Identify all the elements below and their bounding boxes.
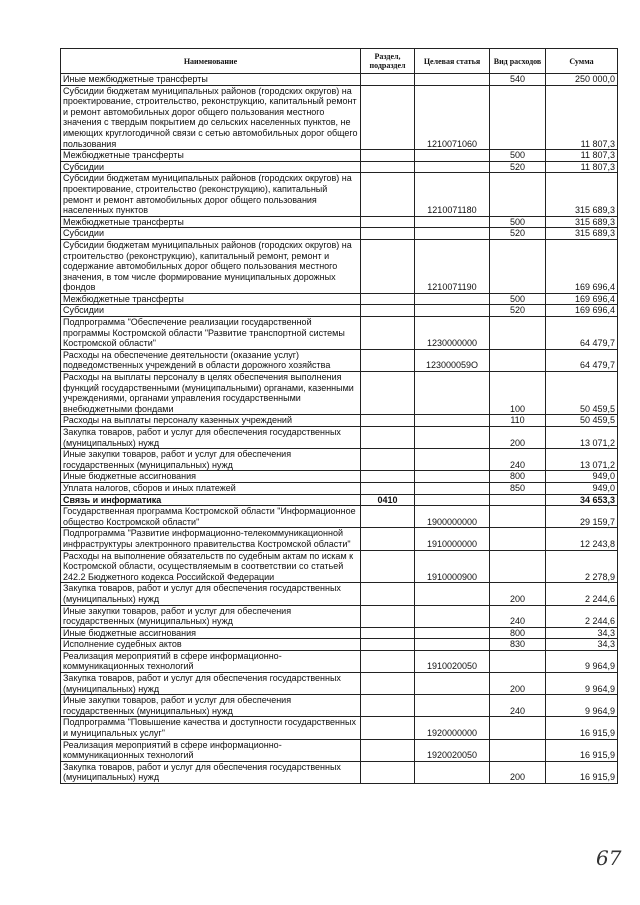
cell-section	[361, 349, 415, 371]
cell-expense-type	[490, 650, 546, 672]
cell-expense-type: 830	[490, 639, 546, 651]
table-row	[61, 317, 618, 350]
cell-section	[361, 449, 415, 471]
table-row	[61, 449, 618, 471]
cell-name: Расходы на выплаты персоналу в целях обеспечения выполнения функций государственными (муниципальными) органами, казенными учреждениями, органами управления государственными внебюджетными фондами	[61, 372, 361, 415]
cell-expense-type	[490, 317, 546, 350]
cell-sum: 34,3	[546, 627, 618, 639]
table-row	[61, 528, 618, 550]
cell-expense-type: 110	[490, 415, 546, 427]
cell-sum: 12 243,8	[546, 528, 618, 550]
cell-expense-type: 200	[490, 761, 546, 783]
cell-expense-type	[490, 85, 546, 150]
header-target: Целевая статья	[415, 49, 490, 74]
cell-name: Реализация мероприятий в сфере информационно-коммуникационных технологий	[61, 650, 361, 672]
cell-target: 1230000000	[415, 317, 490, 350]
cell-sum: 16 915,9	[546, 761, 618, 783]
cell-name: Межбюджетные трансферты	[61, 150, 361, 162]
cell-expense-type: 500	[490, 150, 546, 162]
cell-expense-type: 520	[490, 161, 546, 173]
table-row	[61, 506, 618, 528]
cell-expense-type: 100	[490, 372, 546, 415]
cell-name: Субсидии	[61, 161, 361, 173]
cell-name: Межбюджетные трансферты	[61, 216, 361, 228]
cell-sum: 64 479,7	[546, 349, 618, 371]
cell-name: Закупка товаров, работ и услуг для обеспечения государственных (муниципальных) нужд	[61, 673, 361, 695]
cell-expense-type	[490, 173, 546, 216]
cell-section	[361, 506, 415, 528]
cell-expense-type: 520	[490, 228, 546, 240]
cell-expense-type	[490, 494, 546, 506]
cell-target: 1920000000	[415, 717, 490, 739]
table-row	[61, 650, 618, 672]
cell-sum: 11 807,3	[546, 150, 618, 162]
cell-target	[415, 449, 490, 471]
cell-target: 1910000000	[415, 528, 490, 550]
cell-target	[415, 583, 490, 605]
header-name: Наименование	[61, 49, 361, 74]
cell-name: Расходы на обеспечение деятельности (оказание услуг) подведомственных учреждений в области дорожного хозяйства	[61, 349, 361, 371]
table-row	[61, 482, 618, 494]
header-section: Раздел, подраздел	[361, 49, 415, 74]
table-row	[61, 228, 618, 240]
cell-section	[361, 717, 415, 739]
table-header-row	[61, 49, 618, 74]
cell-section	[361, 305, 415, 317]
cell-name: Иные закупки товаров, работ и услуг для обеспечения государственных (муниципальных) нужд	[61, 695, 361, 717]
table-row	[61, 239, 618, 293]
cell-name: Иные бюджетные ассигнования	[61, 471, 361, 483]
cell-sum: 250 000,0	[546, 74, 618, 86]
table-row	[61, 639, 618, 651]
cell-expense-type: 200	[490, 583, 546, 605]
cell-sum: 2 244,6	[546, 583, 618, 605]
cell-name: Расходы на выплаты персоналу казенных учреждений	[61, 415, 361, 427]
table-row	[61, 550, 618, 583]
cell-name: Иные межбюджетные трансферты	[61, 74, 361, 86]
cell-sum: 13 071,2	[546, 427, 618, 449]
cell-target	[415, 150, 490, 162]
cell-name: Подпрограмма "Развитие информационно-телекоммуникационной инфраструктуры электронного правительства Костромской области"	[61, 528, 361, 550]
cell-target	[415, 639, 490, 651]
cell-section	[361, 415, 415, 427]
cell-name: Подпрограмма "Повышение качества и доступности государственных и муниципальных услуг"	[61, 717, 361, 739]
table-row	[61, 150, 618, 162]
cell-name: Иные закупки товаров, работ и услуг для обеспечения государственных (муниципальных) нужд	[61, 449, 361, 471]
cell-sum: 29 159,7	[546, 506, 618, 528]
cell-name: Субсидии	[61, 305, 361, 317]
cell-expense-type: 850	[490, 482, 546, 494]
cell-target	[415, 415, 490, 427]
cell-target: 1210071180	[415, 173, 490, 216]
cell-name: Субсидии бюджетам муниципальных районов (городских округов) на проектирование, строительство, реконструкцию, капитальный ремонт и ремонт автомобильных дорог общего пользования местного значения с твердым покрытием до сельских населенных пунктов, не имеющих круглогодичной связи с сетью автомобильных дорог общего пользования	[61, 85, 361, 150]
cell-section	[361, 695, 415, 717]
cell-name: Закупка товаров, работ и услуг для обеспечения государственных (муниципальных) нужд	[61, 427, 361, 449]
cell-target	[415, 471, 490, 483]
cell-target	[415, 216, 490, 228]
cell-target: 1210071190	[415, 239, 490, 293]
cell-target: 123000059О	[415, 349, 490, 371]
table-row	[61, 372, 618, 415]
budget-table	[60, 48, 618, 784]
cell-target	[415, 627, 490, 639]
cell-sum: 11 807,3	[546, 85, 618, 150]
cell-expense-type: 240	[490, 449, 546, 471]
cell-target	[415, 482, 490, 494]
cell-name: Реализация мероприятий в сфере информационно-коммуникационных технологий	[61, 739, 361, 761]
cell-expense-type: 240	[490, 695, 546, 717]
cell-name: Субсидии бюджетам муниципальных районов (городских округов) на проектирование, строительство (реконструкцию), капитальный ремонт и ремонт автомобильных дорог общего пользования населенных пунктов	[61, 173, 361, 216]
cell-sum: 9 964,9	[546, 695, 618, 717]
cell-section	[361, 761, 415, 783]
cell-section	[361, 482, 415, 494]
cell-expense-type: 500	[490, 216, 546, 228]
cell-name: Закупка товаров, работ и услуг для обеспечения государственных (муниципальных) нужд	[61, 583, 361, 605]
cell-section	[361, 85, 415, 150]
cell-expense-type: 800	[490, 471, 546, 483]
table-row	[61, 717, 618, 739]
cell-section	[361, 317, 415, 350]
cell-sum: 949,0	[546, 482, 618, 494]
cell-sum: 50 459,5	[546, 415, 618, 427]
cell-expense-type: 500	[490, 293, 546, 305]
handwritten-page-number: 67	[596, 846, 622, 870]
cell-name: Субсидии бюджетам муниципальных районов (городских округов) на строительство (реконструкцию), капитальный ремонт, ремонт и содержание автомобильных дорог общего пользования местного значения, в том числе формирование муниципальных дорожных фондов	[61, 239, 361, 293]
cell-sum: 13 071,2	[546, 449, 618, 471]
cell-sum: 949,0	[546, 471, 618, 483]
table-row	[61, 471, 618, 483]
cell-target	[415, 293, 490, 305]
cell-target	[415, 695, 490, 717]
cell-sum: 315 689,3	[546, 228, 618, 240]
cell-name: Исполнение судебных актов	[61, 639, 361, 651]
cell-sum: 315 689,3	[546, 173, 618, 216]
table-row	[61, 305, 618, 317]
cell-expense-type	[490, 528, 546, 550]
cell-target	[415, 161, 490, 173]
cell-target	[415, 74, 490, 86]
cell-expense-type	[490, 739, 546, 761]
header-expense-type: Вид расходов	[490, 49, 546, 74]
cell-expense-type: 800	[490, 627, 546, 639]
cell-expense-type: 520	[490, 305, 546, 317]
cell-section	[361, 150, 415, 162]
table-row	[61, 74, 618, 86]
cell-expense-type: 240	[490, 605, 546, 627]
cell-name: Иные закупки товаров, работ и услуг для обеспечения государственных (муниципальных) нужд	[61, 605, 361, 627]
cell-expense-type	[490, 239, 546, 293]
cell-target	[415, 605, 490, 627]
cell-expense-type	[490, 550, 546, 583]
cell-section	[361, 372, 415, 415]
cell-section	[361, 74, 415, 86]
table-row	[61, 349, 618, 371]
cell-target: 1910020050	[415, 650, 490, 672]
cell-target	[415, 761, 490, 783]
table-row	[61, 627, 618, 639]
table-row	[61, 415, 618, 427]
cell-sum: 9 964,9	[546, 650, 618, 672]
cell-section	[361, 293, 415, 305]
cell-sum: 16 915,9	[546, 739, 618, 761]
table-row	[61, 173, 618, 216]
cell-name: Закупка товаров, работ и услуг для обеспечения государственных (муниципальных) нужд	[61, 761, 361, 783]
cell-expense-type	[490, 349, 546, 371]
cell-section	[361, 173, 415, 216]
table-row	[61, 739, 618, 761]
cell-section	[361, 239, 415, 293]
cell-section	[361, 639, 415, 651]
cell-target: 1210071060	[415, 85, 490, 150]
cell-section	[361, 550, 415, 583]
cell-name: Связь и информатика	[61, 494, 361, 506]
table-row	[61, 85, 618, 150]
cell-sum: 169 696,4	[546, 305, 618, 317]
cell-target	[415, 673, 490, 695]
table-row	[61, 695, 618, 717]
table-row	[61, 494, 618, 506]
cell-section	[361, 228, 415, 240]
cell-section	[361, 650, 415, 672]
cell-sum: 34,3	[546, 639, 618, 651]
cell-sum: 169 696,4	[546, 293, 618, 305]
cell-sum: 315 689,3	[546, 216, 618, 228]
cell-target	[415, 228, 490, 240]
cell-section	[361, 471, 415, 483]
cell-section	[361, 673, 415, 695]
cell-expense-type	[490, 717, 546, 739]
cell-expense-type	[490, 506, 546, 528]
table-row	[61, 427, 618, 449]
cell-expense-type: 200	[490, 673, 546, 695]
cell-target: 1910000900	[415, 550, 490, 583]
cell-section	[361, 583, 415, 605]
table-row	[61, 583, 618, 605]
cell-section: 0410	[361, 494, 415, 506]
header-sum: Сумма	[546, 49, 618, 74]
table-row	[61, 673, 618, 695]
cell-section	[361, 627, 415, 639]
cell-target	[415, 427, 490, 449]
cell-name: Иные бюджетные ассигнования	[61, 627, 361, 639]
cell-target	[415, 372, 490, 415]
cell-target	[415, 305, 490, 317]
cell-target	[415, 494, 490, 506]
cell-sum: 169 696,4	[546, 239, 618, 293]
table-row	[61, 216, 618, 228]
cell-section	[361, 427, 415, 449]
cell-name: Государственная программа Костромской области "Информационное общество Костромской области"	[61, 506, 361, 528]
table-row	[61, 605, 618, 627]
cell-target: 1900000000	[415, 506, 490, 528]
cell-expense-type: 200	[490, 427, 546, 449]
cell-section	[361, 739, 415, 761]
cell-name: Подпрограмма "Обеспечение реализации государственной программы Костромской области "Развитие транспортной системы Костромской области"	[61, 317, 361, 350]
cell-target: 1920020050	[415, 739, 490, 761]
cell-sum: 2 244,6	[546, 605, 618, 627]
cell-section	[361, 605, 415, 627]
cell-sum: 11 807,3	[546, 161, 618, 173]
cell-sum: 64 479,7	[546, 317, 618, 350]
cell-name: Субсидии	[61, 228, 361, 240]
cell-section	[361, 161, 415, 173]
cell-sum: 16 915,9	[546, 717, 618, 739]
cell-name: Межбюджетные трансферты	[61, 293, 361, 305]
cell-sum: 9 964,9	[546, 673, 618, 695]
table-row	[61, 161, 618, 173]
cell-sum: 50 459,5	[546, 372, 618, 415]
cell-section	[361, 216, 415, 228]
table-row	[61, 293, 618, 305]
cell-expense-type: 540	[490, 74, 546, 86]
cell-section	[361, 528, 415, 550]
table-row	[61, 761, 618, 783]
cell-name: Уплата налогов, сборов и иных платежей	[61, 482, 361, 494]
cell-name: Расходы на выполнение обязательств по судебным актам по искам к Костромской области, осуществляемым в соответствии со статьей 242.2 Бюджетного кодекса Российской Федерации	[61, 550, 361, 583]
cell-sum: 2 278,9	[546, 550, 618, 583]
cell-sum: 34 653,3	[546, 494, 618, 506]
